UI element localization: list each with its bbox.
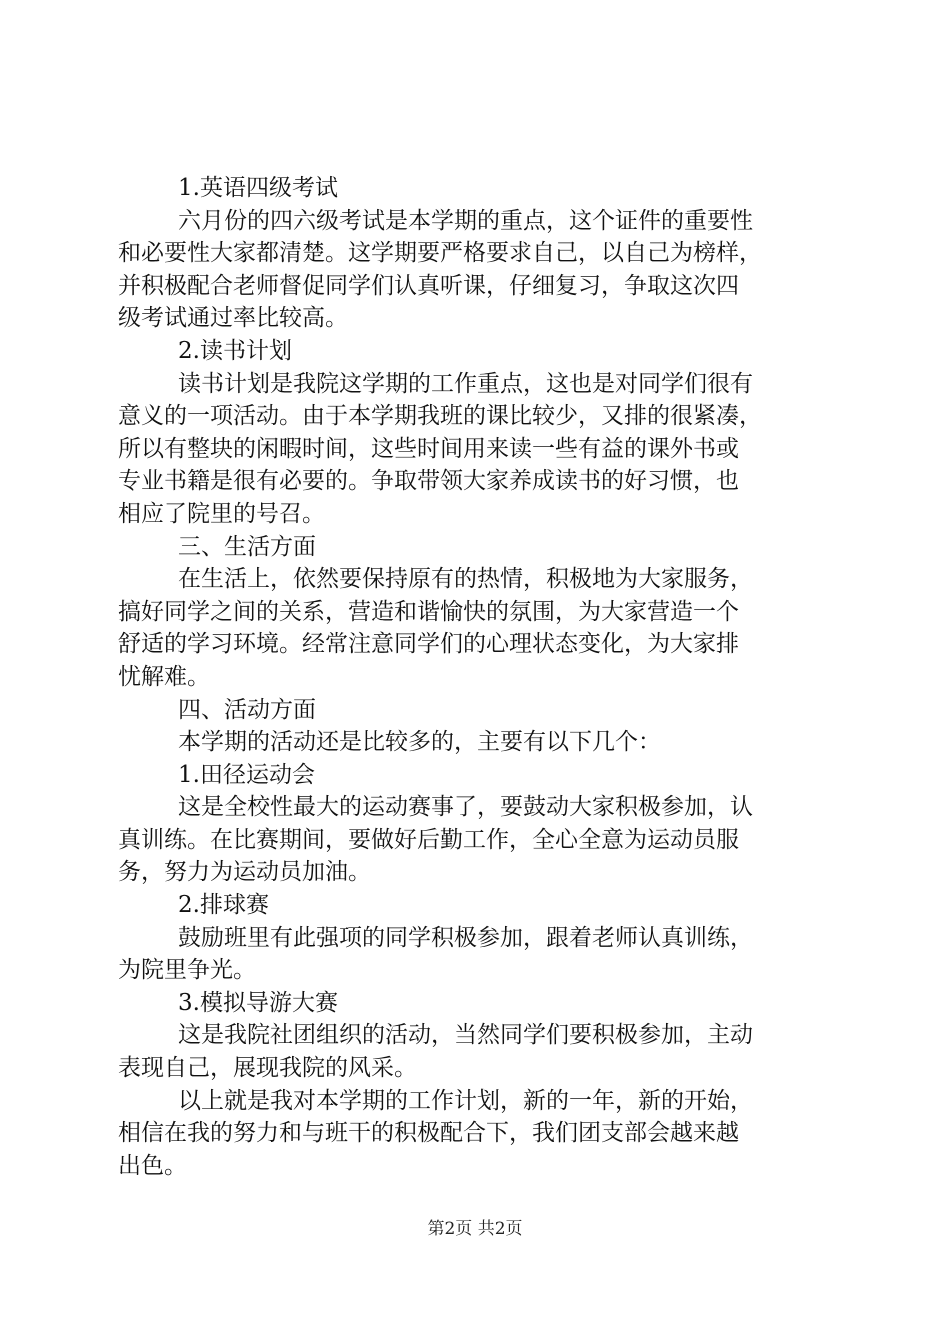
text-line: 读书计划是我院这学期的工作重点，这也是对同学们很有 [178, 370, 753, 397]
text-line: 1.英语四级考试 [178, 175, 338, 201]
text-line: 级考试通过率比较高。 [118, 305, 348, 332]
text-line: 六月份的四六级考试是本学期的重点，这个证件的重要性 [178, 207, 753, 234]
text-line: 相应了院里的号召。 [118, 500, 325, 527]
text-line: 2.排球赛 [178, 892, 269, 919]
text-line: 忧解难。 [118, 663, 210, 690]
text-line: 表现自己，展现我院的风采。 [118, 1055, 417, 1082]
text-line: 真训练。在比赛期间，要做好后勤工作，全心全意为运动员服 [118, 826, 739, 853]
text-line: 和必要性大家都清楚。这学期要严格要求自己，以自己为榜样， [118, 240, 762, 267]
text-line: 在生活上，依然要保持原有的热情，积极地为大家服务， [178, 566, 753, 593]
text-line: 这是全校性最大的运动赛事了，要鼓动大家积极参加，认 [178, 794, 753, 821]
text-line: 舒适的学习环境。经常注意同学们的心理状态变化，为大家排 [118, 631, 739, 658]
text-lines [118, 172, 838, 1182]
text-line: 专业书籍是很有必要的。争取带领大家养成读书的好习惯，也 [118, 468, 739, 495]
text-line: 3.模拟导游大赛 [178, 989, 338, 1016]
text-line: 三、生活方面 [178, 533, 316, 560]
document-body [118, 172, 838, 1182]
text-line: 以上就是我对本学期的工作计划，新的一年，新的开始， [178, 1087, 753, 1114]
text-line: 本学期的活动还是比较多的，主要有以下几个： [178, 729, 661, 756]
text-line: 务，努力为运动员加油。 [118, 859, 371, 886]
text-line: 意义的一项活动。由于本学期我班的课比较少，又排的很紧凑， [118, 403, 762, 430]
page-footer: 第2页 共2页 [427, 1219, 523, 1239]
text-line: 搞好同学之间的关系，营造和谐愉快的氛围，为大家营造一个 [118, 598, 739, 625]
text-line: 2.读书计划 [178, 337, 292, 364]
text-line: 鼓励班里有此强项的同学积极参加，跟着老师认真训练， [178, 924, 753, 951]
text-line: 四、活动方面 [178, 696, 316, 723]
text-line: 1.田径运动会 [178, 761, 315, 788]
text-line: 并积极配合老师督促同学们认真听课，仔细复习，争取这次四 [118, 272, 739, 299]
text-line: 所以有整块的闲暇时间，这些时间用来读一些有益的课外书或 [118, 435, 739, 462]
text-line: 这是我院社团组织的活动，当然同学们要积极参加，主动 [178, 1022, 753, 1049]
text-line: 相信在我的努力和与班干的积极配合下，我们团支部会越来越 [118, 1120, 739, 1147]
text-line: 为院里争光。 [118, 957, 256, 984]
text-line: 出色。 [118, 1152, 187, 1179]
